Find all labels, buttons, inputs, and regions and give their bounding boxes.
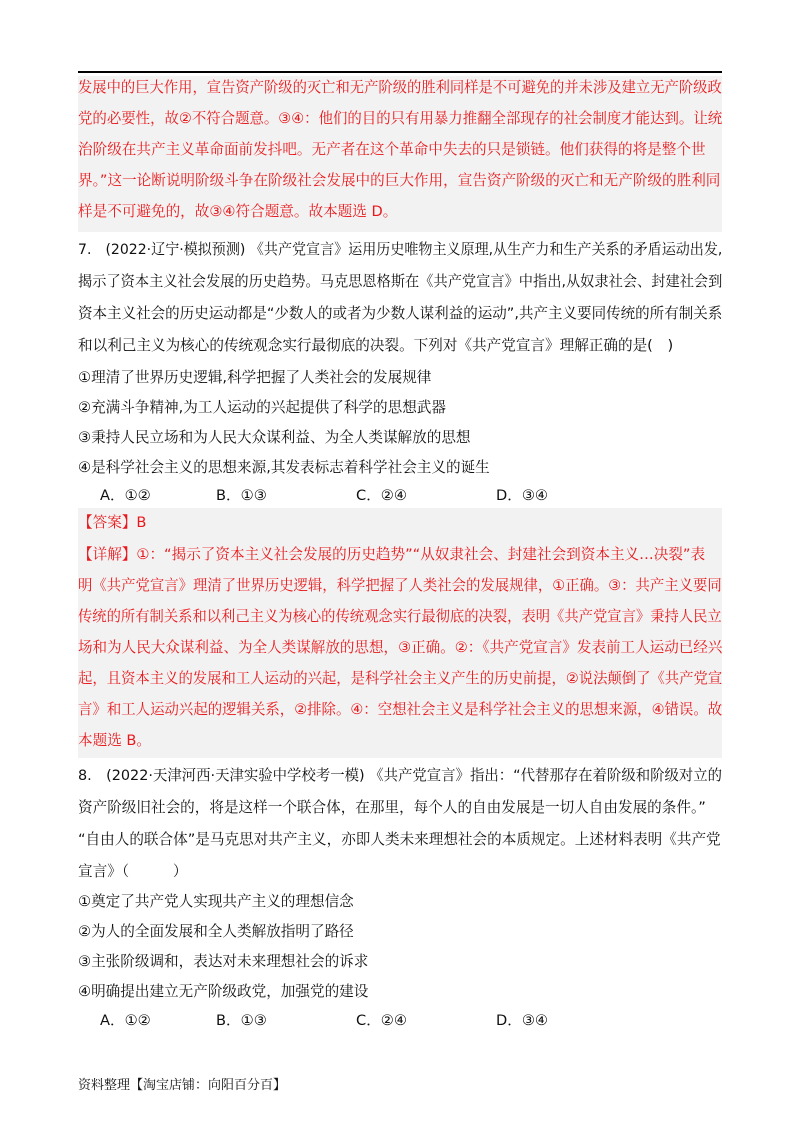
question-stem-line: 资产阶级旧社会的，将是这样一个联合体，在那里，每个人的自由发展是一切人自由发展的条件。” [78, 799, 706, 816]
options-row [78, 486, 722, 506]
analysis-line: 样是不可避免的，故③④符合题意。故本题选 D。 [78, 203, 398, 220]
question-stem-line: 和以利己主义为核心的传统观念实行最彻底的决裂。下列对《共产党宣言》理解正确的是( ) [78, 337, 674, 354]
analysis-line: 言》和工人运动兴起的逻辑关系，②排除。④：空想社会主义是科学社会主义的思想来源，④错误。故 [78, 701, 723, 718]
statement: ①奠定了共产党人实现共产主义的理想信念 [78, 893, 354, 910]
question-stem-line: 8. (2022·天津河西·天津实验中学校考一模) 《共产党宣言》指出：“代替那存在着阶级和阶级对立的 [78, 767, 723, 784]
question-stem-line: 7. (2022·辽宁·模拟预测) 《共产党宣言》运用历史唯物主义原理,从生产力和生产关系的矛盾运动出发, [78, 241, 723, 258]
question-stem-line: 宣言》（ ） [78, 863, 188, 880]
option-a: A．①② [100, 1012, 151, 1029]
question-stem-line: 揭示了资本主义社会发展的历史趋势。马克思恩格斯在《共产党宣言》中指出,从奴隶社会、封建社会到 [78, 273, 723, 290]
option-d: D．③④ [496, 487, 548, 504]
analysis-line: 传统的所有制关系和以利己主义为核心的传统观念实行最彻底的决裂，表明《共产党宣言》秉持人民立 [78, 608, 722, 625]
q7-answer-analysis [78, 508, 722, 758]
statement: ④是科学社会主义的思想来源,其发表标志着科学社会主义的诞生 [78, 459, 490, 476]
top-rule [78, 71, 722, 73]
statement: ③主张阶级调和，表达对未来理想社会的诉求 [78, 953, 369, 970]
statement: ②为人的全面发展和全人类解放指明了路径 [78, 923, 354, 940]
question-stem-line: “自由人的联合体”是马克思对共产主义，亦即人类未来理想社会的本质规定。上述材料表明《共产党 [78, 831, 721, 848]
option-a: A．①② [100, 487, 151, 504]
analysis-line: 发展中的巨大作用，宣告资产阶级的灭亡和无产阶级的胜利同样是不可避免的并未涉及建立无产阶级政 [78, 79, 722, 96]
analysis-line: 界。”这一论断说明阶级斗争在阶级社会发展中的巨大作用，宣告资产阶级的灭亡和无产阶级的胜利同 [78, 172, 721, 189]
option-b: B．①③ [216, 487, 267, 504]
question-7 [78, 234, 722, 504]
analysis-line: 本题选 B。 [78, 732, 152, 749]
analysis-line: 党的必要性，故②不符合题意。③④：他们的目的只有用暴力推翻全部现存的社会制度才能达到。让统 [78, 110, 723, 127]
statement: ②充满斗争精神,为工人运动的兴起提供了科学的思想武器 [78, 399, 446, 416]
analysis-continuation [78, 76, 722, 232]
question-8 [78, 762, 722, 1042]
option-c: C．②④ [356, 487, 407, 504]
analysis-line: 【详解】①：“揭示了资本主义社会发展的历史趋势”“从奴隶社会、封建社会到资本主义…决裂”表 [78, 546, 706, 563]
footer-source: 资料整理【淘宝店铺：向阳百分百】 [78, 1078, 287, 1093]
question-stem-line: 资本主义社会的历史运动都是“少数人的或者为少数人谋利益的运动”,共产主义要同传统的所有制关系 [78, 305, 723, 322]
analysis-line: 场和为人民大众谋利益、为全人类谋解放的思想，③正确。②：《共产党宣言》发表前工人运动已经兴 [78, 639, 723, 656]
statement: ④明确提出建立无产阶级政党，加强党的建设 [78, 983, 369, 1000]
analysis-line: 明《共产党宣言》理清了世界历史逻辑，科学把握了人类社会的发展规律，①正确。③：共产主义要同 [78, 577, 722, 594]
analysis-line: 治阶级在共产主义革命面前发抖吧。无产者在这个革命中失去的只是锁链。他们获得的将是整个世 [78, 141, 706, 158]
options-row [78, 1011, 722, 1031]
option-c: C．②④ [356, 1012, 407, 1029]
option-d: D．③④ [496, 1012, 548, 1029]
answer-label: 【答案】B [78, 514, 147, 531]
analysis-line: 起，且资本主义的发展和工人运动的兴起，是科学社会主义产生的历史前提，②说法颠倒了《共产党宣 [78, 670, 723, 687]
statement: ③秉持人民立场和为人民大众谋利益、为全人类谋解放的思想 [78, 429, 471, 446]
option-b: B．①③ [216, 1012, 267, 1029]
statement: ①理清了世界历史逻辑,科学把握了人类社会的发展规律 [78, 369, 432, 386]
